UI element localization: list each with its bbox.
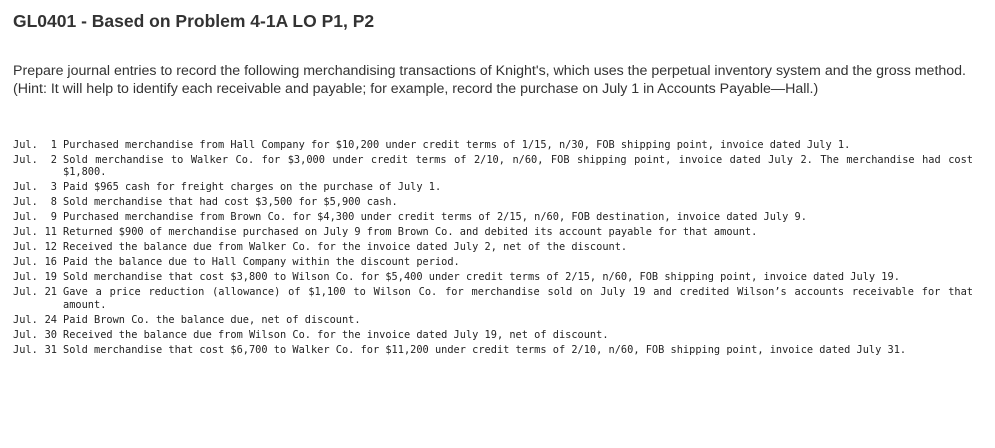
transaction-description: Purchased merchandise from Hall Company for $10,200 under credit terms of 1/15, n/30, FOB shipping point, invoice dated July 1.: [63, 139, 851, 151]
transaction-day: 12: [44, 241, 57, 254]
transaction-item: [13, 181, 973, 193]
transaction-description: Sold merchandise that cost $6,700 to Walker Co. for $11,200 under credit terms of 2/10, n/60, FOB shipping point, invoice dated July 31.: [63, 343, 907, 356]
transaction-item: [13, 139, 973, 151]
transaction-description: Gave a price reduction (allowance) of $1,100 to Wilson Co. for merchandise sold on July 19 and credited Wilson’s accounts receivable for that amount.: [63, 286, 973, 311]
transaction-description: Received the balance due from Wilson Co. for the invoice dated July 19, net of discount.: [63, 328, 609, 341]
transaction-day: 24: [44, 313, 57, 326]
transaction-item: [13, 196, 973, 208]
transaction-month: Jul.: [13, 241, 38, 254]
transaction-month: Jul.: [13, 211, 38, 224]
transaction-description: Paid Brown Co. the balance due, net of discount.: [63, 313, 361, 326]
transaction-description: Received the balance due from Walker Co. for the invoice dated July 2, net of the discount.: [63, 241, 628, 254]
transaction-description: Purchased merchandise from Brown Co. for $4,300 under credit terms of 2/15, n/60, FOB destination, invoice dated July 9.: [63, 211, 807, 224]
transaction-month: Jul.: [13, 226, 38, 239]
transaction-description: Sold merchandise that cost $3,800 to Wilson Co. for $5,400 under credit terms of 2/15, n/60, FOB shipping point, invoice dated July 19.: [63, 271, 900, 284]
transaction-item: [13, 286, 973, 311]
transaction-month: Jul.: [13, 256, 38, 269]
transaction-month: Jul.: [13, 313, 38, 326]
page-title: GL0401 - Based on Problem 4-1A LO P1, P2: [13, 11, 375, 31]
transaction-month: Jul.: [13, 271, 38, 284]
transaction-month: Jul.: [13, 328, 38, 341]
transaction-description: Paid the balance due to Hall Company within the discount period.: [63, 256, 460, 269]
transaction-day: 21: [44, 286, 57, 299]
transaction-item: [13, 256, 973, 268]
transaction-month: Jul.: [13, 181, 38, 194]
transaction-item: [13, 211, 973, 223]
transaction-description: Paid $965 cash for freight charges on the purchase of July 1.: [63, 181, 442, 194]
transaction-item: [13, 241, 973, 253]
transaction-item: [13, 329, 973, 341]
transaction-description: Sold merchandise to Walker Co. for $3,000 under credit terms of 2/10, n/60, FOB shipping point, invoice dated July 2. The merchandise had cost $1,800.: [63, 154, 973, 179]
transaction-description: Sold merchandise that had cost $3,500 for $5,900 cash.: [63, 196, 398, 209]
transaction-day: 2: [50, 154, 57, 166]
transaction-list: [13, 139, 973, 359]
transaction-month: Jul.: [13, 139, 38, 151]
transaction-day: 9: [50, 211, 57, 224]
transaction-item: [13, 226, 973, 238]
transaction-item: [13, 154, 973, 179]
transaction-item: [13, 344, 973, 356]
instructions-text: Prepare journal entries to record the following merchandising transactions of Knight's, which uses the perpetual inventory system and the gross method. (Hint: It will help to identify each receivable and payable; for example, record the purchase on July 1 in Accounts Payable—Hall.): [13, 63, 966, 97]
transaction-month: Jul.: [13, 343, 38, 356]
transaction-day: 11: [44, 226, 57, 239]
transaction-day: 8: [50, 196, 57, 209]
transaction-description: Returned $900 of merchandise purchased on July 9 from Brown Co. and debited its account payable for that amount.: [63, 226, 758, 239]
transaction-item: [13, 271, 973, 283]
transaction-day: 3: [50, 181, 57, 194]
transaction-day: 19: [44, 271, 57, 284]
transaction-day: 30: [44, 328, 57, 341]
transaction-month: Jul.: [13, 286, 38, 299]
transaction-day: 31: [44, 343, 57, 356]
transaction-item: [13, 314, 973, 326]
transaction-month: Jul.: [13, 154, 38, 166]
transaction-month: Jul.: [13, 196, 38, 209]
transaction-day: 16: [44, 256, 57, 269]
transaction-day: 1: [50, 139, 57, 151]
